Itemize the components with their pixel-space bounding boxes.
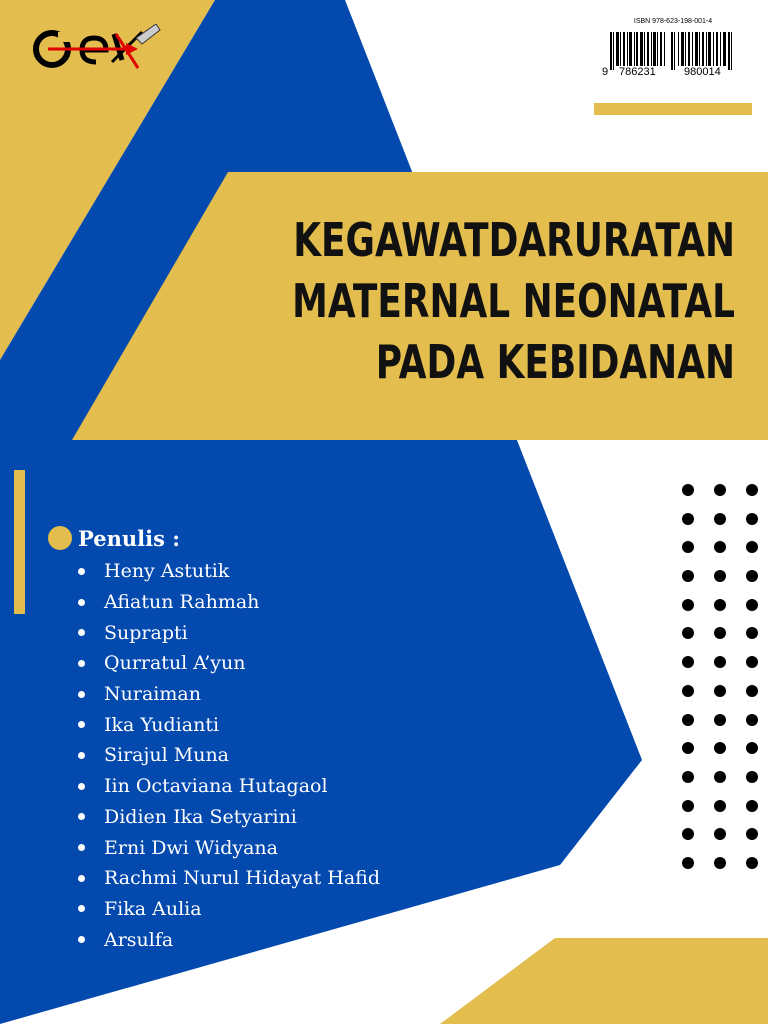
list-item [78,802,380,833]
bullet-icon [78,844,85,851]
dot-icon [746,685,758,697]
bullet-icon [78,629,85,636]
dot-icon [714,857,726,869]
author-name: Suprapti [104,621,188,644]
dot-icon [682,857,694,869]
list-item [78,863,380,894]
list-item [78,924,380,955]
dot-icon [682,828,694,840]
title-line-1: KEGAWATDARURATAN [293,213,735,267]
dot-icon [746,484,758,496]
dot-icon [714,484,726,496]
list-item [78,894,380,925]
dot-icon [714,656,726,668]
dot-icon [682,800,694,812]
dot-icon [714,714,726,726]
gold-bottom-right [440,938,768,1024]
bullet-icon [78,783,85,790]
authors-label: Penulis : [78,525,180,551]
dot-icon [714,541,726,553]
bullet-icon [78,568,85,575]
bullet-icon [78,691,85,698]
list-item [78,648,380,679]
dot-icon [746,599,758,611]
dot-icon [714,800,726,812]
dot-icon [714,742,726,754]
bullet-icon [78,875,85,882]
author-name: Qurratul A’yun [104,652,246,675]
list-item [78,832,380,863]
author-name: Rachmi Nurul Hidayat Hafid [104,867,380,890]
isbn-barcode-block [598,18,748,88]
dot-icon [746,771,758,783]
dot-icon [746,570,758,582]
author-name: Erni Dwi Widyana [104,836,278,859]
heading-dot-icon [48,526,72,550]
author-list [78,556,380,955]
title-line-3: PADA KEBIDANAN [375,335,735,389]
list-item [78,709,380,740]
dot-icon [682,656,694,668]
dot-icon [746,742,758,754]
title-line-2: MATERNAL NEONATAL [292,274,735,328]
accent-bar [14,470,25,614]
bullet-icon [78,905,85,912]
author-name: Iin Octaviana Hutagaol [104,775,328,798]
dot-icon [746,541,758,553]
author-name: Ika Yudianti [104,713,220,736]
isbn-label: ISBN 978-623-198-001-4 [633,18,713,25]
bullet-icon [78,813,85,820]
gold-isbn-bar [594,103,752,115]
dot-icon [746,513,758,525]
dot-icon [714,828,726,840]
list-item [78,740,380,771]
isbn-digits-mid: 786231 [619,66,656,78]
dot-icon [746,627,758,639]
barcode-icon [598,28,748,80]
isbn-digit-left: 9 [602,66,609,78]
dot-icon [682,484,694,496]
bullet-icon [78,599,85,606]
author-name: Arsulfa [104,928,174,951]
dot-icon [746,800,758,812]
dot-icon [714,513,726,525]
list-item [78,556,380,587]
bullet-icon [78,660,85,667]
list-item [78,771,380,802]
isbn-digits-right: 980014 [684,66,721,78]
dot-icon [714,599,726,611]
dot-icon [682,771,694,783]
dot-grid-decoration [682,484,762,869]
list-item [78,617,380,648]
author-name: Afiatun Rahmah [104,591,260,614]
gen-publisher-logo-icon [30,24,170,76]
bullet-icon [78,936,85,943]
author-name: Nuraiman [104,683,201,706]
author-name: Sirajul Muna [104,744,230,767]
bullet-icon [78,721,85,728]
author-name: Fika Aulia [104,897,202,920]
dot-icon [682,685,694,697]
dot-icon [746,656,758,668]
list-item [78,679,380,710]
dot-icon [682,599,694,611]
dot-icon [682,541,694,553]
dot-icon [682,513,694,525]
dot-icon [746,828,758,840]
dot-icon [682,627,694,639]
dot-icon [682,742,694,754]
dot-icon [746,714,758,726]
dot-icon [714,570,726,582]
dot-icon [682,714,694,726]
authors-heading [48,524,180,552]
dot-icon [682,570,694,582]
dot-icon [714,685,726,697]
list-item [78,587,380,618]
author-name: Didien Ika Setyarini [104,805,297,828]
dot-icon [714,627,726,639]
bullet-icon [78,752,85,759]
dot-icon [746,857,758,869]
book-title [150,210,735,393]
author-name: Heny Astutik [104,560,230,583]
dot-icon [714,771,726,783]
